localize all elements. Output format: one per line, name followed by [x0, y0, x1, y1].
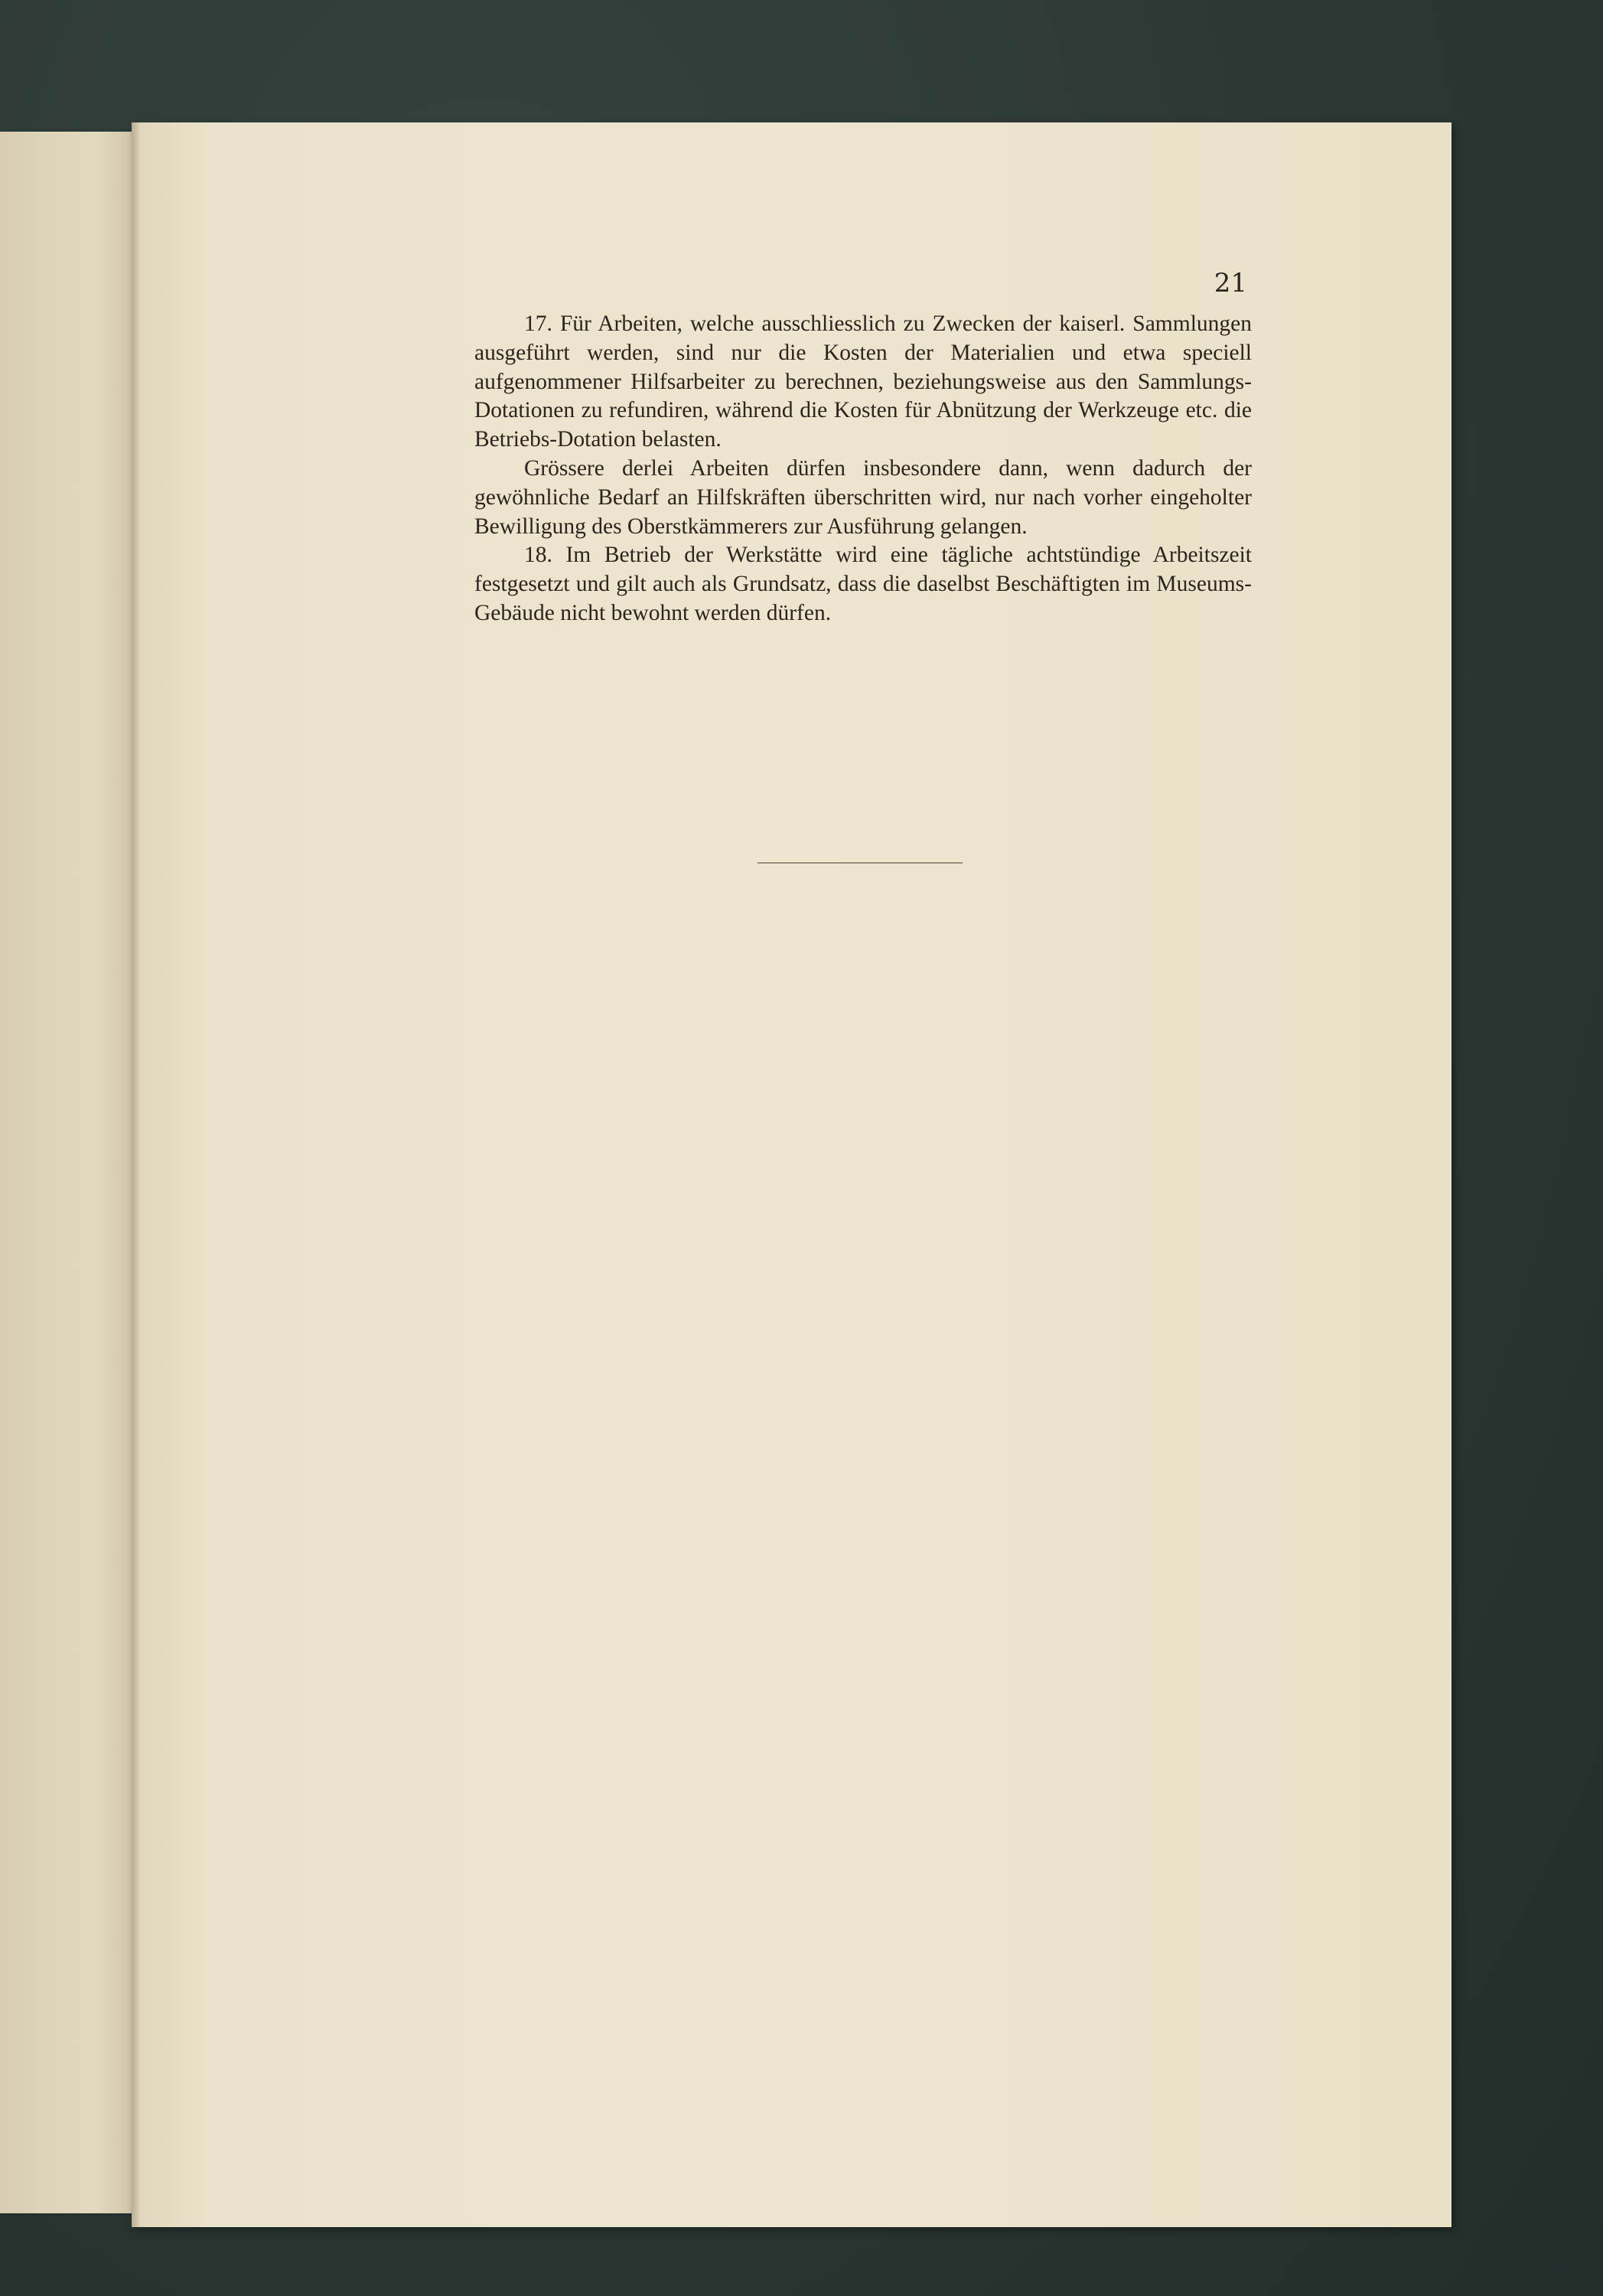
page-number: 21 — [1214, 268, 1247, 298]
left-page-edge — [0, 132, 136, 2213]
page-gutter — [132, 122, 139, 2227]
body-text — [474, 310, 1252, 628]
paragraph-17-continued: Grössere derlei Arbeiten dürfen insbesondere dann, wenn dadurch der gewöhnliche Bedarf an Hilfskräften überschritten wird, nur nach vorher eingeholter Bewilligung des Oberstkämmerers zur Ausführung gelangen. — [474, 455, 1252, 539]
paragraph-17: 17. Für Arbeiten, welche ausschliesslich zu Zwecken der kaiserl. Sammlungen ausgeführt werden, sind nur die Kosten der Materialien und etwa speciell aufgenommener Hilfsarbeiter zu berechnen, beziehungsweise aus den Sammlungs-Dotationen zu refundiren, während die Kosten für Abnützung der Werkzeuge etc. die Betriebs-Dotation belasten. — [474, 311, 1252, 452]
paragraph-18: 18. Im Betrieb der Werkstätte wird eine tägliche achtstündige Arbeitszeit festgesetzt und gilt auch als Grundsatz, dass die daselbst Beschäftigten im Museums-Gebäude nicht bewohnt werden dürfen. — [474, 543, 1252, 625]
